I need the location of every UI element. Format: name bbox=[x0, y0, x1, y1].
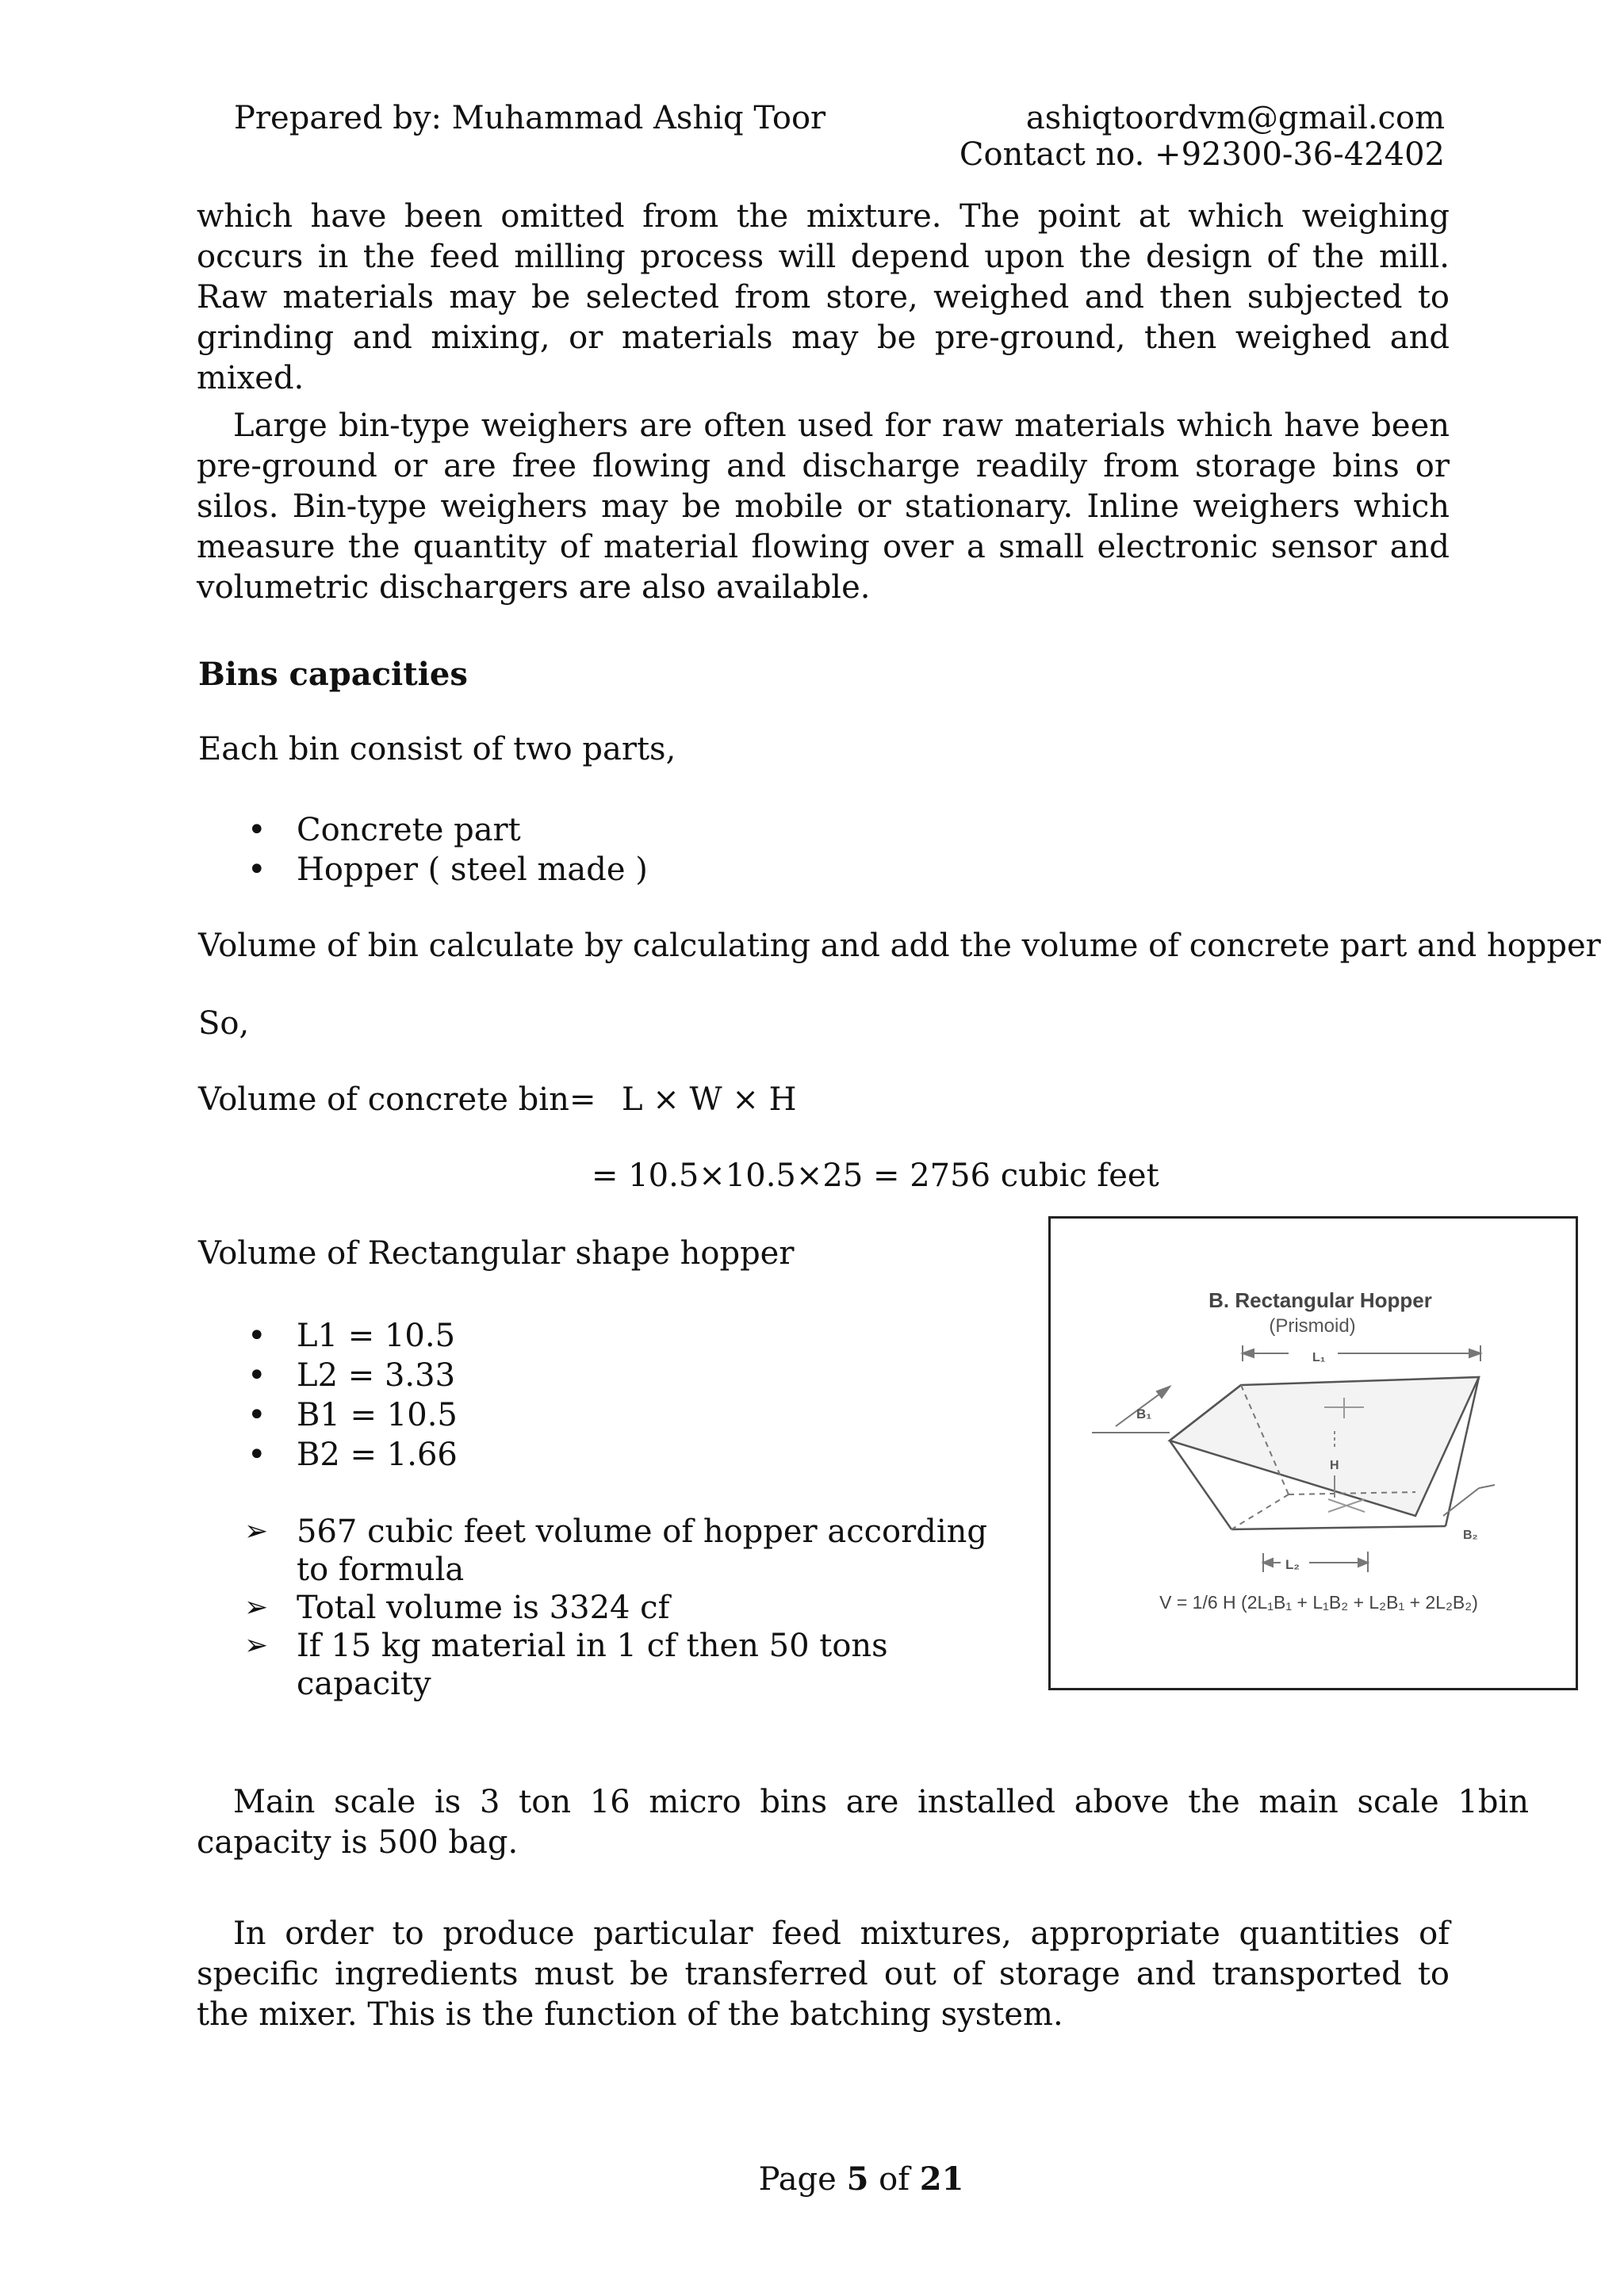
l1-dimension bbox=[1243, 1345, 1480, 1361]
paragraph-batching: In order to produce particular feed mixtures, appropriate quantities of specific ingredients must be transferred out of storage and transported to the mixer. This is the function of the batching system. bbox=[197, 1915, 1450, 2033]
dimensions-list bbox=[198, 1316, 458, 1475]
page-number bbox=[0, 2160, 1624, 2199]
page-current: 5 bbox=[846, 2160, 869, 2198]
page-total: 21 bbox=[919, 2160, 964, 2198]
paragraph-bin-weighers: Large bin-type weighers are often used for raw materials which have been pre-ground or are free flowing and discharge readily from storage bins or silos. Bin-type weighers may be mobile or stationary. Inline weighers which measure the quantity of material flowing over a small electronic sensor and volumetric dischargers are also available. bbox=[197, 408, 1450, 606]
figure-subtitle: (Prismoid) bbox=[1269, 1315, 1356, 1337]
page-word: Page bbox=[758, 2161, 837, 2198]
b1-dimension bbox=[1092, 1387, 1170, 1433]
figure-title: B. Rectangular Hopper bbox=[1208, 1288, 1432, 1312]
hopper-figure bbox=[1048, 1216, 1578, 1690]
list-item: • Hopper ( steel made ) bbox=[198, 850, 648, 890]
list-item: ➢ If 15 kg material in 1 cf then 50 tons capacity bbox=[198, 1627, 999, 1703]
section-heading: Bins capacities bbox=[198, 656, 468, 693]
list-item: • Concrete part bbox=[198, 810, 648, 850]
label-b1: B₁ bbox=[1136, 1406, 1152, 1422]
list-item: • L1 = 10.5 bbox=[198, 1316, 458, 1356]
so-text: So, bbox=[198, 1005, 250, 1042]
header-contact: Contact no. +92300-36-42402 bbox=[959, 136, 1445, 173]
list-item: ➢ 567 cubic feet volume of hopper according to formula bbox=[198, 1513, 999, 1589]
label-l1: L₁ bbox=[1312, 1351, 1326, 1364]
label-b2: B₂ bbox=[1463, 1529, 1478, 1542]
header-author: Prepared by: Muhammad Ashiq Toor bbox=[234, 100, 826, 136]
hopper-outline bbox=[1170, 1377, 1479, 1529]
results-list bbox=[198, 1513, 999, 1703]
label-l2: L₂ bbox=[1285, 1557, 1300, 1572]
list-item: • B2 = 1.66 bbox=[198, 1435, 458, 1475]
list-item: • L2 = 3.33 bbox=[198, 1356, 458, 1395]
list-item: ➢ Total volume is 3324 cf bbox=[198, 1589, 999, 1627]
label-h: H bbox=[1330, 1459, 1339, 1472]
parts-list bbox=[198, 810, 648, 890]
volume-explanation: Volume of bin calculate by calculating and add the volume of concrete part and hopper bbox=[198, 928, 1601, 964]
formula-label: Volume of concrete bin bbox=[198, 1081, 569, 1118]
formula-expression: L × W × H bbox=[622, 1081, 797, 1118]
of-word: of bbox=[879, 2161, 910, 2198]
figure-formula: V = 1/6 H (2L₁B₁ + L₁B₂ + L₂B₁ + 2L₂B₂) bbox=[1159, 1592, 1478, 1613]
paragraph-main-scale: Main scale is 3 ton 16 micro bins are installed above the main scale 1bin capacity is 500 bag. bbox=[197, 1784, 1529, 1861]
list-item: • B1 = 10.5 bbox=[198, 1395, 458, 1435]
paragraph-weighing: which have been omitted from the mixture. The point at which weighing occurs in the feed milling process will depend upon the design of the mill. Raw materials may be selected from store, weighed and then subjected to grinding and mixing, or materials may be pre-ground, then weighed and mixed. bbox=[197, 198, 1450, 396]
formula-result: = 10.5×10.5×25 = 2756 cubic feet bbox=[592, 1158, 1159, 1194]
section-intro: Each bin consist of two parts, bbox=[198, 731, 676, 767]
formula-equals: = bbox=[569, 1081, 596, 1118]
l2-dimension bbox=[1263, 1552, 1368, 1572]
hopper-label: Volume of Rectangular shape hopper bbox=[198, 1235, 795, 1272]
header-email: ashiqtoordvm@gmail.com bbox=[1025, 100, 1445, 136]
